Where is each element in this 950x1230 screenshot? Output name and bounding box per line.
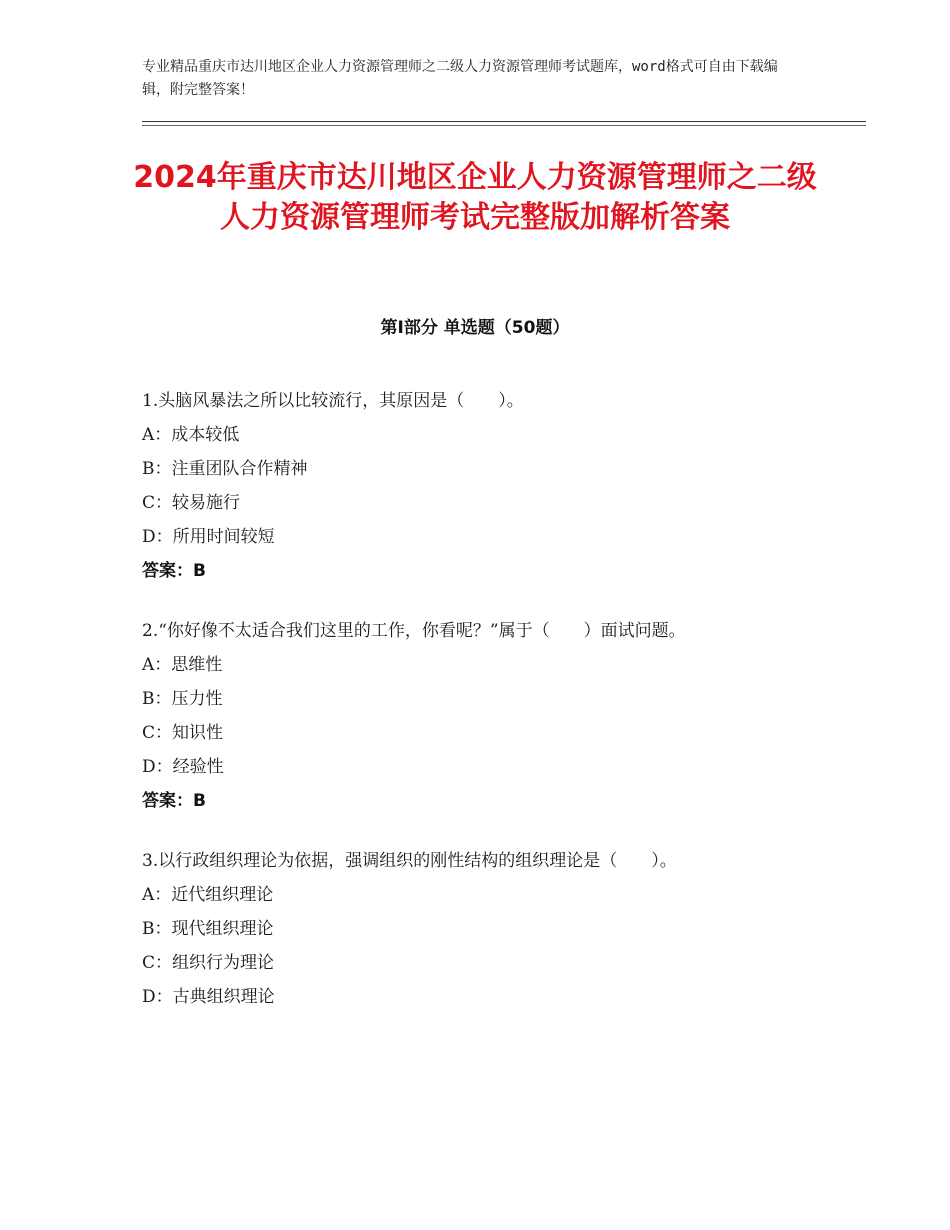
question-3	[142, 844, 802, 1014]
question-stem: 2.“你好像不太适合我们这里的工作，你看呢？”属于（ ）面试问题。	[142, 621, 686, 641]
header-divider	[142, 121, 866, 122]
header-note: 专业精品重庆市达川地区企业人力资源管理师之二级人力资源管理师考试题库，word格式可自由下载编辑，附完整答案！	[142, 59, 778, 98]
question-list	[142, 384, 802, 1040]
option-a: A：近代组织理论	[142, 885, 274, 905]
option-a: A：成本较低	[142, 425, 240, 445]
document-title: 2024年重庆市达川地区企业人力资源管理师之二级人力资源管理师考试完整版加解析答案	[133, 160, 817, 235]
option-c: C：组织行为理论	[142, 953, 275, 973]
option-d: D：经验性	[142, 757, 224, 777]
option-d: D：古典组织理论	[142, 987, 275, 1007]
option-a: A：思维性	[142, 655, 223, 675]
option-b: B：注重团队合作精神	[142, 459, 308, 479]
option-c: C：较易施行	[142, 493, 241, 513]
option-b: B：压力性	[142, 689, 223, 709]
question-stem: 3.以行政组织理论为依据，强调组织的刚性结构的组织理论是（ ）。	[142, 851, 677, 871]
question-2	[142, 614, 802, 818]
option-d: D：所用时间较短	[142, 527, 275, 547]
section-heading: 第Ⅰ部分 单选题（50题）	[380, 318, 570, 338]
answer-label: 答案：B	[142, 561, 206, 581]
question-1	[142, 384, 802, 588]
answer-label: 答案：B	[142, 791, 206, 811]
option-c: C：知识性	[142, 723, 224, 743]
option-b: B：现代组织理论	[142, 919, 274, 939]
question-stem: 1.头脑风暴法之所以比较流行，其原因是（ ）。	[142, 391, 524, 411]
header-divider-secondary	[142, 125, 866, 126]
